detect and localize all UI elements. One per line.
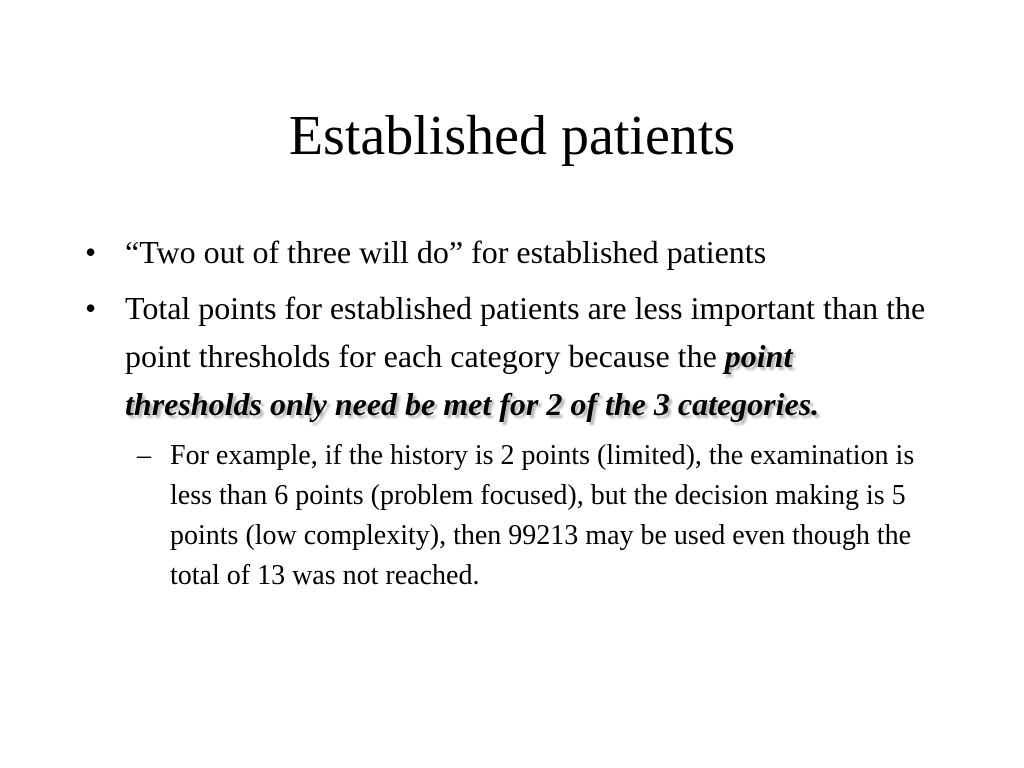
bullet-marker: • [85, 290, 97, 326]
subbullet-list [125, 436, 935, 596]
bullet-text: Total points for established patients are less important than the point thresholds for each category because the [125, 290, 926, 374]
bullet-emphasis-text: point thresholds only need be met for 2 of the 3 categories. [125, 338, 820, 422]
subbullet-text: For example, if the history is 2 points (limited), the examination is less than 6 points (problem focused), but the decision making is 5 points (low complexity), then 99213 may be used even though the total of 13 was not reached. [170, 440, 915, 591]
bullet-list [0, 228, 1024, 604]
bullet-item [0, 284, 935, 596]
subbullet-item [125, 436, 945, 596]
bullet-item [0, 228, 935, 276]
subbullet-marker: – [137, 440, 151, 471]
slide-title: Established patients [288, 105, 736, 167]
bullet-marker: • [85, 234, 97, 270]
bullet-text: “Two out of three will do” for established patients [125, 234, 767, 270]
